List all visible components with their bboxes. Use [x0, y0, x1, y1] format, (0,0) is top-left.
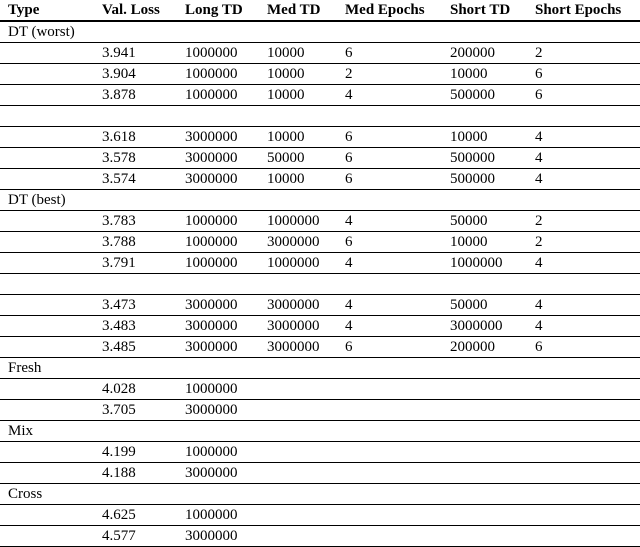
med-td-cell — [267, 106, 345, 127]
long-td-cell — [185, 106, 267, 127]
short-td-cell: 3000000 — [450, 316, 535, 337]
short-epochs-cell — [535, 421, 640, 442]
short-epochs-cell: 6 — [535, 64, 640, 85]
long-td-cell: 3000000 — [185, 337, 267, 358]
med-epochs-cell — [345, 526, 450, 547]
header-long-td: Long TD — [185, 0, 267, 21]
short-epochs-cell — [535, 484, 640, 505]
val-loss-cell — [102, 274, 185, 295]
val-loss-cell — [102, 190, 185, 211]
val-loss-cell: 3.485 — [102, 337, 185, 358]
table-row — [0, 127, 640, 148]
med-epochs-cell: 4 — [345, 211, 450, 232]
val-loss-cell: 3.788 — [102, 232, 185, 253]
med-epochs-cell: 6 — [345, 337, 450, 358]
val-loss-cell — [102, 421, 185, 442]
short-td-cell — [450, 526, 535, 547]
type-cell — [0, 274, 102, 295]
short-td-cell: 10000 — [450, 127, 535, 148]
med-td-cell: 3000000 — [267, 295, 345, 316]
med-td-cell — [267, 463, 345, 484]
short-epochs-cell: 4 — [535, 127, 640, 148]
short-epochs-cell — [535, 400, 640, 421]
table-row — [0, 211, 640, 232]
table-row — [0, 21, 640, 43]
med-epochs-cell — [345, 21, 450, 43]
table-row — [0, 316, 640, 337]
med-epochs-cell — [345, 505, 450, 526]
short-td-cell — [450, 190, 535, 211]
long-td-cell — [185, 21, 267, 43]
med-td-cell: 10000 — [267, 85, 345, 106]
type-cell — [0, 43, 102, 64]
short-td-cell: 10000 — [450, 64, 535, 85]
med-epochs-cell — [345, 190, 450, 211]
table-row — [0, 379, 640, 400]
short-epochs-cell — [535, 358, 640, 379]
med-td-cell — [267, 484, 345, 505]
val-loss-cell: 3.618 — [102, 127, 185, 148]
type-cell — [0, 442, 102, 463]
med-epochs-cell — [345, 379, 450, 400]
type-cell: Mix — [0, 421, 102, 442]
med-td-cell: 3000000 — [267, 337, 345, 358]
long-td-cell: 3000000 — [185, 127, 267, 148]
med-td-cell — [267, 505, 345, 526]
long-td-cell: 3000000 — [185, 316, 267, 337]
type-cell: Fresh — [0, 358, 102, 379]
type-cell — [0, 337, 102, 358]
type-cell: DT (worst) — [0, 21, 102, 43]
long-td-cell: 1000000 — [185, 85, 267, 106]
val-loss-cell: 3.878 — [102, 85, 185, 106]
short-td-cell — [450, 400, 535, 421]
med-epochs-cell — [345, 484, 450, 505]
val-loss-cell: 3.473 — [102, 295, 185, 316]
short-td-cell — [450, 274, 535, 295]
long-td-cell: 3000000 — [185, 148, 267, 169]
med-epochs-cell — [345, 274, 450, 295]
val-loss-cell: 3.578 — [102, 148, 185, 169]
med-td-cell — [267, 400, 345, 421]
table-row — [0, 43, 640, 64]
table-row — [0, 85, 640, 106]
val-loss-cell — [102, 106, 185, 127]
short-epochs-cell: 4 — [535, 148, 640, 169]
type-cell — [0, 148, 102, 169]
long-td-cell — [185, 358, 267, 379]
med-epochs-cell: 4 — [345, 295, 450, 316]
med-epochs-cell: 6 — [345, 232, 450, 253]
table-row — [0, 400, 640, 421]
med-epochs-cell: 6 — [345, 148, 450, 169]
type-cell: DT (best) — [0, 190, 102, 211]
table-row — [0, 421, 640, 442]
long-td-cell: 3000000 — [185, 400, 267, 421]
table-row — [0, 463, 640, 484]
short-td-cell — [450, 106, 535, 127]
med-td-cell: 10000 — [267, 169, 345, 190]
table-row — [0, 232, 640, 253]
med-td-cell: 50000 — [267, 148, 345, 169]
short-epochs-cell — [535, 190, 640, 211]
short-epochs-cell — [535, 526, 640, 547]
val-loss-cell: 3.791 — [102, 253, 185, 274]
med-td-cell: 10000 — [267, 43, 345, 64]
long-td-cell: 3000000 — [185, 295, 267, 316]
short-td-cell: 500000 — [450, 148, 535, 169]
long-td-cell: 1000000 — [185, 43, 267, 64]
short-epochs-cell: 6 — [535, 85, 640, 106]
table-row — [0, 253, 640, 274]
short-epochs-cell: 4 — [535, 253, 640, 274]
long-td-cell: 1000000 — [185, 505, 267, 526]
val-loss-cell: 3.705 — [102, 400, 185, 421]
med-epochs-cell — [345, 421, 450, 442]
long-td-cell — [185, 190, 267, 211]
med-epochs-cell: 4 — [345, 253, 450, 274]
short-td-cell — [450, 505, 535, 526]
table-row — [0, 484, 640, 505]
short-epochs-cell: 2 — [535, 43, 640, 64]
short-td-cell — [450, 421, 535, 442]
long-td-cell: 3000000 — [185, 169, 267, 190]
type-cell: Cross — [0, 484, 102, 505]
type-cell — [0, 169, 102, 190]
header-short-td: Short TD — [450, 0, 535, 21]
header-val-loss: Val. Loss — [102, 0, 185, 21]
header-short-epochs: Short Epochs — [535, 0, 640, 21]
med-epochs-cell — [345, 463, 450, 484]
short-epochs-cell: 2 — [535, 211, 640, 232]
med-epochs-cell: 4 — [345, 85, 450, 106]
long-td-cell: 1000000 — [185, 379, 267, 400]
med-epochs-cell — [345, 106, 450, 127]
val-loss-cell: 4.028 — [102, 379, 185, 400]
table-row — [0, 190, 640, 211]
med-epochs-cell: 6 — [345, 127, 450, 148]
short-td-cell — [450, 463, 535, 484]
med-td-cell — [267, 274, 345, 295]
short-td-cell: 500000 — [450, 169, 535, 190]
med-td-cell: 3000000 — [267, 232, 345, 253]
short-td-cell: 200000 — [450, 43, 535, 64]
short-td-cell: 10000 — [450, 232, 535, 253]
short-td-cell — [450, 358, 535, 379]
short-td-cell — [450, 484, 535, 505]
med-td-cell: 1000000 — [267, 211, 345, 232]
type-cell — [0, 379, 102, 400]
med-td-cell — [267, 526, 345, 547]
type-cell — [0, 106, 102, 127]
table-row — [0, 337, 640, 358]
short-td-cell — [450, 21, 535, 43]
long-td-cell: 1000000 — [185, 232, 267, 253]
type-cell — [0, 463, 102, 484]
long-td-cell: 3000000 — [185, 526, 267, 547]
long-td-cell — [185, 274, 267, 295]
table-row — [0, 526, 640, 547]
val-loss-cell — [102, 484, 185, 505]
table-row — [0, 64, 640, 85]
type-cell — [0, 127, 102, 148]
val-loss-cell: 3.783 — [102, 211, 185, 232]
short-epochs-cell — [535, 463, 640, 484]
short-epochs-cell — [535, 379, 640, 400]
med-epochs-cell: 6 — [345, 43, 450, 64]
med-td-cell — [267, 379, 345, 400]
short-epochs-cell — [535, 106, 640, 127]
med-td-cell: 1000000 — [267, 253, 345, 274]
short-epochs-cell: 4 — [535, 295, 640, 316]
med-td-cell: 10000 — [267, 64, 345, 85]
header-row — [0, 0, 640, 21]
med-td-cell: 3000000 — [267, 316, 345, 337]
val-loss-cell: 3.483 — [102, 316, 185, 337]
short-epochs-cell — [535, 21, 640, 43]
type-cell — [0, 85, 102, 106]
med-td-cell — [267, 442, 345, 463]
header-type: Type — [0, 0, 102, 21]
table-row — [0, 295, 640, 316]
med-epochs-cell — [345, 358, 450, 379]
val-loss-cell: 4.199 — [102, 442, 185, 463]
short-epochs-cell: 6 — [535, 337, 640, 358]
type-cell — [0, 526, 102, 547]
med-td-cell — [267, 358, 345, 379]
long-td-cell: 1000000 — [185, 253, 267, 274]
short-td-cell: 50000 — [450, 211, 535, 232]
val-loss-cell: 4.625 — [102, 505, 185, 526]
med-epochs-cell: 4 — [345, 316, 450, 337]
type-cell — [0, 64, 102, 85]
med-epochs-cell — [345, 442, 450, 463]
table-row — [0, 442, 640, 463]
long-td-cell — [185, 421, 267, 442]
table-row — [0, 169, 640, 190]
short-epochs-cell: 2 — [535, 232, 640, 253]
short-td-cell — [450, 442, 535, 463]
short-td-cell — [450, 379, 535, 400]
short-td-cell: 50000 — [450, 295, 535, 316]
val-loss-cell — [102, 21, 185, 43]
val-loss-cell — [102, 358, 185, 379]
type-cell — [0, 505, 102, 526]
val-loss-cell: 4.577 — [102, 526, 185, 547]
table-row — [0, 274, 640, 295]
short-epochs-cell — [535, 274, 640, 295]
short-epochs-cell: 4 — [535, 169, 640, 190]
short-td-cell: 200000 — [450, 337, 535, 358]
med-epochs-cell: 2 — [345, 64, 450, 85]
long-td-cell: 1000000 — [185, 211, 267, 232]
table-row — [0, 505, 640, 526]
med-epochs-cell — [345, 400, 450, 421]
val-loss-cell: 3.941 — [102, 43, 185, 64]
med-td-cell — [267, 421, 345, 442]
short-td-cell: 1000000 — [450, 253, 535, 274]
med-td-cell — [267, 190, 345, 211]
type-cell — [0, 211, 102, 232]
val-loss-cell: 3.574 — [102, 169, 185, 190]
short-td-cell: 500000 — [450, 85, 535, 106]
header-med-epochs: Med Epochs — [345, 0, 450, 21]
long-td-cell: 1000000 — [185, 442, 267, 463]
long-td-cell: 1000000 — [185, 64, 267, 85]
table-row — [0, 148, 640, 169]
table-row — [0, 106, 640, 127]
type-cell — [0, 400, 102, 421]
med-td-cell: 10000 — [267, 127, 345, 148]
long-td-cell — [185, 484, 267, 505]
short-epochs-cell — [535, 505, 640, 526]
val-loss-cell: 3.904 — [102, 64, 185, 85]
med-epochs-cell: 6 — [345, 169, 450, 190]
type-cell — [0, 295, 102, 316]
val-loss-cell: 4.188 — [102, 463, 185, 484]
table-row — [0, 358, 640, 379]
med-td-cell — [267, 21, 345, 43]
type-cell — [0, 232, 102, 253]
short-epochs-cell: 4 — [535, 316, 640, 337]
type-cell — [0, 316, 102, 337]
short-epochs-cell — [535, 442, 640, 463]
long-td-cell: 3000000 — [185, 463, 267, 484]
header-med-td: Med TD — [267, 0, 345, 21]
type-cell — [0, 253, 102, 274]
